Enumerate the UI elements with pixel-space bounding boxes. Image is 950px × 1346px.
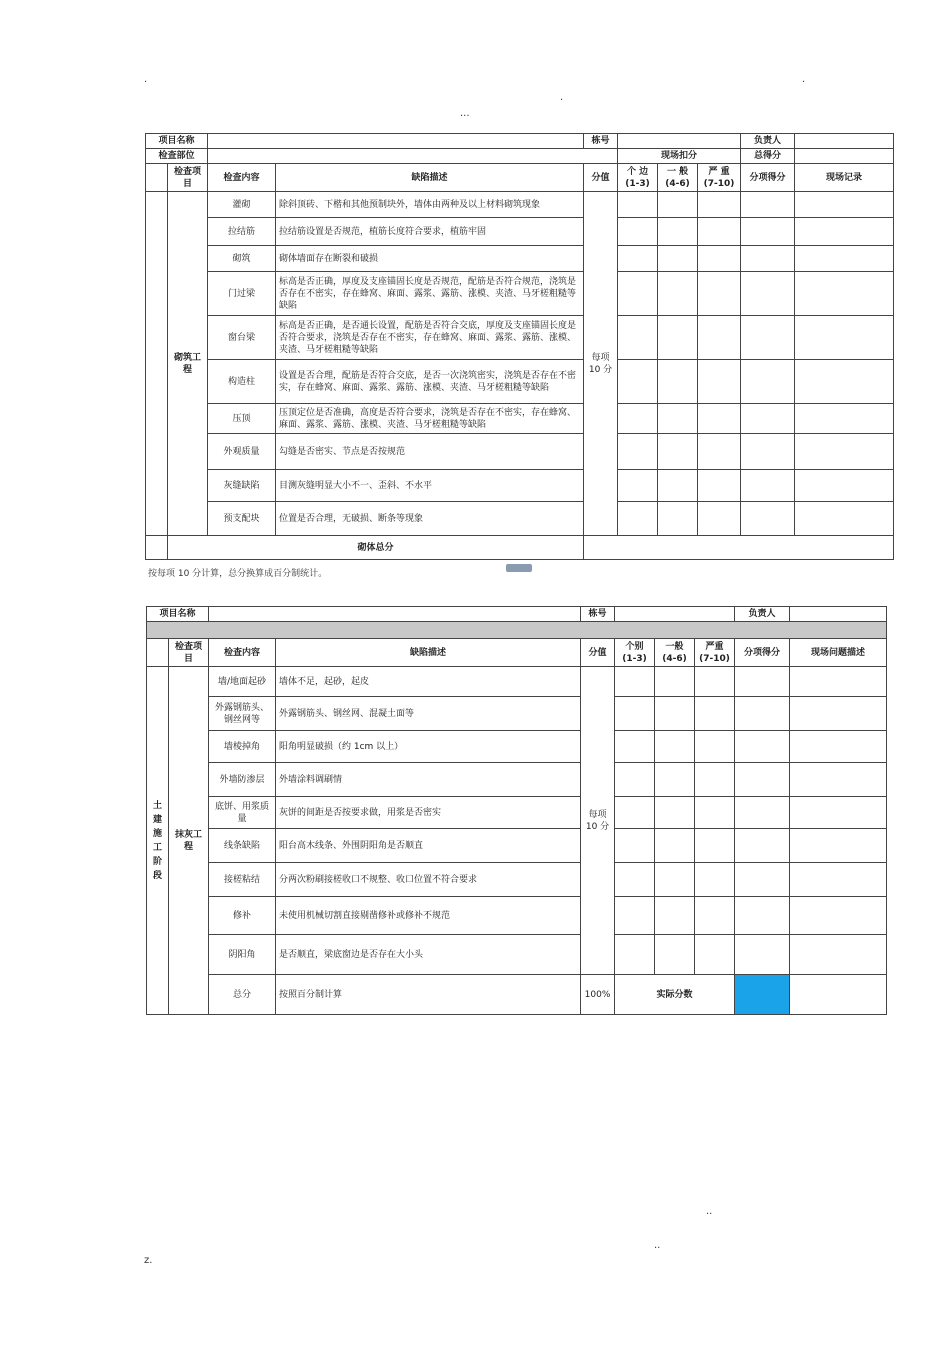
header-serious: 严重 (7-10): [695, 639, 735, 667]
score-cell[interactable]: [695, 763, 735, 797]
field-total-score[interactable]: [795, 149, 894, 164]
field-project-name[interactable]: [209, 607, 581, 622]
score-cell[interactable]: [655, 935, 695, 975]
score-cell[interactable]: [615, 697, 655, 731]
score-cell[interactable]: [698, 434, 741, 470]
row-desc: 位置是否合理，无破损、断条等现象: [276, 502, 584, 536]
score-cell[interactable]: [698, 502, 741, 536]
grey-divider: [147, 622, 887, 639]
total-desc: 按照百分制计算: [276, 975, 581, 1015]
row-content: 外墙防渗层: [209, 763, 276, 797]
score-cell[interactable]: [741, 218, 795, 246]
header-site-problem: 现场问题描述: [790, 639, 887, 667]
row-content: 修补: [209, 897, 276, 935]
score-cell[interactable]: [658, 316, 698, 360]
blank-cell: [146, 164, 168, 192]
score-cell[interactable]: [741, 316, 795, 360]
row-content: 灰缝缺陷: [208, 470, 276, 502]
score-cell[interactable]: [735, 697, 790, 731]
record-cell[interactable]: [795, 218, 894, 246]
score-cell[interactable]: [658, 360, 698, 404]
score-cell[interactable]: [741, 360, 795, 404]
row-desc: 阳角明显破损（约 1cm 以上）: [276, 731, 581, 763]
header-general: 一般 (4-6): [655, 639, 695, 667]
total-value: 100%: [581, 975, 615, 1015]
score-cell[interactable]: [618, 218, 658, 246]
row-content: 构造柱: [208, 360, 276, 404]
record-cell[interactable]: [795, 272, 894, 316]
page-mark: .: [144, 74, 148, 85]
header-minor: 个别 (1-3): [615, 639, 655, 667]
row-desc: 设置是否合理，配筋是否符合交底，是否一次浇筑密实，浇筑是否存在不密实，存在蜂窝、麻面、露浆、露筋、涨模、夹渣、马牙槎粗糙等缺陷: [276, 360, 584, 404]
score-cell[interactable]: [741, 272, 795, 316]
record-cell[interactable]: [795, 502, 894, 536]
row-desc: 是否顺直，梁底窗边是否存在大小头: [276, 935, 581, 975]
record-cell[interactable]: [790, 667, 887, 697]
label-onsite-deduct: 现场扣分: [618, 149, 741, 164]
label-project-name: 项目名称: [147, 607, 209, 622]
row-desc: 目测灰缝明显大小不一、歪斜、不水平: [276, 470, 584, 502]
page-mark: ..: [706, 1206, 713, 1217]
score-cell[interactable]: [615, 829, 655, 863]
score-cell[interactable]: [615, 731, 655, 763]
score-cell[interactable]: [618, 434, 658, 470]
blank-cell: [147, 639, 169, 667]
score-cell[interactable]: [735, 797, 790, 829]
record-cell[interactable]: [790, 697, 887, 731]
score-cell[interactable]: [695, 697, 735, 731]
score-cell[interactable]: [655, 897, 695, 935]
actual-score-label: 实际分数: [615, 975, 735, 1015]
label-responsible: 负责人: [741, 134, 795, 149]
row-content: 灌砌: [208, 192, 276, 218]
per-item-score: 每项10 分: [584, 192, 618, 536]
label-project-name: 项目名称: [146, 134, 208, 149]
score-cell[interactable]: [735, 667, 790, 697]
score-cell[interactable]: [655, 829, 695, 863]
page-mark: ...: [460, 108, 470, 119]
score-cell[interactable]: [695, 935, 735, 975]
row-content: 外露钢筋头、钢丝网等: [209, 697, 276, 731]
row-desc: 未使用机械切割直接剔凿修补或修补不规范: [276, 897, 581, 935]
header-score-value: 分值: [584, 164, 618, 192]
row-content: 阴阳角: [209, 935, 276, 975]
score-cell[interactable]: [735, 863, 790, 897]
score-cell[interactable]: [618, 360, 658, 404]
score-cell[interactable]: [618, 502, 658, 536]
header-defect-desc: 缺陷描述: [276, 639, 581, 667]
field-check-dept[interactable]: [208, 149, 618, 164]
per-item-score: 每项10 分: [581, 667, 615, 975]
row-content: 门过梁: [208, 272, 276, 316]
score-cell[interactable]: [658, 272, 698, 316]
row-content: 线条缺陷: [209, 829, 276, 863]
row-desc: 压顶定位是否准确，高度是否符合要求，浇筑是否存在不密实，存在蜂窝、麻面、露浆、露筋、涨模、夹渣、马牙槎粗糙等缺陷: [276, 404, 584, 434]
row-content: 预支配块: [208, 502, 276, 536]
row-content: 拉结筋: [208, 218, 276, 246]
score-cell[interactable]: [698, 218, 741, 246]
stage-civil: 土建施工阶段: [147, 667, 169, 1015]
record-cell[interactable]: [795, 404, 894, 434]
score-cell[interactable]: [698, 404, 741, 434]
group-masonry: 砌筑工程: [168, 192, 208, 536]
score-cell[interactable]: [695, 829, 735, 863]
score-cell[interactable]: [658, 192, 698, 218]
field-responsible[interactable]: [795, 134, 894, 149]
row-content: 外观质量: [208, 434, 276, 470]
blank-cell: [146, 192, 168, 536]
page-mark: z.: [144, 1255, 153, 1266]
row-content: 底饼、用浆质量: [209, 797, 276, 829]
score-cell[interactable]: [741, 502, 795, 536]
score-cell[interactable]: [658, 502, 698, 536]
score-cell[interactable]: [618, 316, 658, 360]
field-building-no[interactable]: [615, 607, 735, 622]
record-cell[interactable]: [795, 316, 894, 360]
record-cell[interactable]: [790, 763, 887, 797]
score-cell[interactable]: [655, 697, 695, 731]
group-plaster: 抹灰工程: [169, 667, 209, 1015]
actual-score-field[interactable]: [735, 975, 790, 1015]
expand-handle-icon[interactable]: [506, 564, 532, 572]
score-cell[interactable]: [615, 763, 655, 797]
score-cell[interactable]: [618, 246, 658, 272]
score-cell[interactable]: [615, 935, 655, 975]
row-desc: 拉结筋设置是否规范，植筋长度符合要求，植筋牢固: [276, 218, 584, 246]
score-cell[interactable]: [618, 272, 658, 316]
score-cell[interactable]: [615, 667, 655, 697]
score-cell[interactable]: [695, 797, 735, 829]
row-desc: 分两次粉刷接槎收口不规整、收口位置不符合要求: [276, 863, 581, 897]
masonry-inspection-table: [145, 133, 894, 560]
label-building-no: 栋号: [584, 134, 618, 149]
score-cell[interactable]: [741, 404, 795, 434]
row-content: 窗台梁: [208, 316, 276, 360]
header-site-record: 现场记录: [795, 164, 894, 192]
masonry-total-label: 砌体总分: [168, 536, 584, 560]
score-cell[interactable]: [735, 897, 790, 935]
score-cell[interactable]: [735, 829, 790, 863]
row-desc: 外露钢筋头、钢丝网、混凝土面等: [276, 697, 581, 731]
record-cell[interactable]: [790, 975, 887, 1015]
record-cell[interactable]: [790, 897, 887, 935]
score-cell[interactable]: [618, 404, 658, 434]
record-cell[interactable]: [790, 731, 887, 763]
score-cell[interactable]: [615, 863, 655, 897]
page-mark: .: [802, 74, 806, 85]
record-cell[interactable]: [795, 192, 894, 218]
blank-cell: [146, 536, 168, 560]
score-cell[interactable]: [615, 797, 655, 829]
page-mark: .: [560, 92, 564, 103]
row-content: 压顶: [208, 404, 276, 434]
score-cell[interactable]: [618, 470, 658, 502]
record-cell[interactable]: [795, 434, 894, 470]
score-cell[interactable]: [615, 897, 655, 935]
row-desc: 外墙涂料调刷情: [276, 763, 581, 797]
masonry-total-field[interactable]: [584, 536, 894, 560]
row-desc: 勾缝是否密实、节点是否按规范: [276, 434, 584, 470]
page-mark: ..: [654, 1240, 661, 1251]
score-cell[interactable]: [695, 667, 735, 697]
row-desc: 灰饼的间距是否按要求做，用浆是否密实: [276, 797, 581, 829]
total-content: 总分: [209, 975, 276, 1015]
score-cell[interactable]: [698, 192, 741, 218]
row-desc: 砌体墙面存在断裂和破损: [276, 246, 584, 272]
header-check-item: 检查项目: [169, 639, 209, 667]
score-cell[interactable]: [658, 218, 698, 246]
score-cell[interactable]: [698, 470, 741, 502]
record-cell[interactable]: [790, 797, 887, 829]
score-cell[interactable]: [655, 667, 695, 697]
row-content: 墙/地面起砂: [209, 667, 276, 697]
score-cell[interactable]: [695, 863, 735, 897]
label-check-dept: 检查部位: [146, 149, 208, 164]
score-cell[interactable]: [655, 763, 695, 797]
record-cell[interactable]: [790, 935, 887, 975]
row-content: 砌筑: [208, 246, 276, 272]
score-cell[interactable]: [655, 797, 695, 829]
record-cell[interactable]: [795, 470, 894, 502]
score-cell[interactable]: [735, 763, 790, 797]
row-desc: 标高是否正确，厚度及支座锚固长度是否规范，配筋是否符合规范，浇筑是否存在不密实，存在蜂窝、麻面、露浆、露筋、涨模、夹渣、马牙槎粗糙等缺陷: [276, 272, 584, 316]
score-cell[interactable]: [735, 935, 790, 975]
score-cell[interactable]: [698, 316, 741, 360]
scoring-note: 按每项 10 分计算，总分换算成百分制统计。: [148, 569, 328, 579]
score-cell[interactable]: [735, 731, 790, 763]
header-item-score: 分项得分: [741, 164, 795, 192]
header-serious: 严 重 (7-10): [698, 164, 741, 192]
score-cell[interactable]: [655, 731, 695, 763]
score-cell[interactable]: [698, 246, 741, 272]
score-cell[interactable]: [698, 272, 741, 316]
header-general: 一 般 (4-6): [658, 164, 698, 192]
row-desc: 标高是否正确，是否通长设置，配筋是否符合交底，厚度及支座锚固长度是否符合要求，浇筑是否存在不密实，存在蜂窝、麻面、露浆、露筋、涨模、夹渣、马牙槎粗糙等缺陷: [276, 316, 584, 360]
label-building-no: 栋号: [581, 607, 615, 622]
score-cell[interactable]: [658, 404, 698, 434]
score-cell[interactable]: [741, 246, 795, 272]
score-cell[interactable]: [741, 434, 795, 470]
row-desc: 除斜顶砖、下楷和其他预制块外，墙体由两种及以上材料砌筑现象: [276, 192, 584, 218]
score-cell[interactable]: [618, 192, 658, 218]
row-content: 墙棱掉角: [209, 731, 276, 763]
header-item-score: 分项得分: [735, 639, 790, 667]
score-cell[interactable]: [695, 897, 735, 935]
score-cell[interactable]: [655, 863, 695, 897]
score-cell[interactable]: [741, 192, 795, 218]
header-minor: 个 边 (1-3): [618, 164, 658, 192]
label-total-score: 总得分: [741, 149, 795, 164]
score-cell[interactable]: [658, 434, 698, 470]
row-desc: 阳台高木线条、外围阴阳角是否顺直: [276, 829, 581, 863]
score-cell[interactable]: [741, 470, 795, 502]
row-content: 接槎粘结: [209, 863, 276, 897]
header-score-value: 分值: [581, 639, 615, 667]
plaster-inspection-table: [146, 606, 887, 1015]
header-check-content: 检查内容: [209, 639, 276, 667]
header-defect-desc: 缺陷描述: [276, 164, 584, 192]
label-responsible: 负责人: [735, 607, 790, 622]
field-responsible[interactable]: [790, 607, 887, 622]
header-check-item: 检查项目: [168, 164, 208, 192]
field-building-no[interactable]: [618, 134, 741, 149]
header-check-content: 检查内容: [208, 164, 276, 192]
score-cell[interactable]: [695, 731, 735, 763]
row-desc: 墙体不足，起砂，起皮: [276, 667, 581, 697]
record-cell[interactable]: [790, 829, 887, 863]
record-cell[interactable]: [795, 246, 894, 272]
score-cell[interactable]: [658, 246, 698, 272]
record-cell[interactable]: [790, 863, 887, 897]
score-cell[interactable]: [658, 470, 698, 502]
field-project-name[interactable]: [208, 134, 584, 149]
record-cell[interactable]: [795, 360, 894, 404]
score-cell[interactable]: [698, 360, 741, 404]
